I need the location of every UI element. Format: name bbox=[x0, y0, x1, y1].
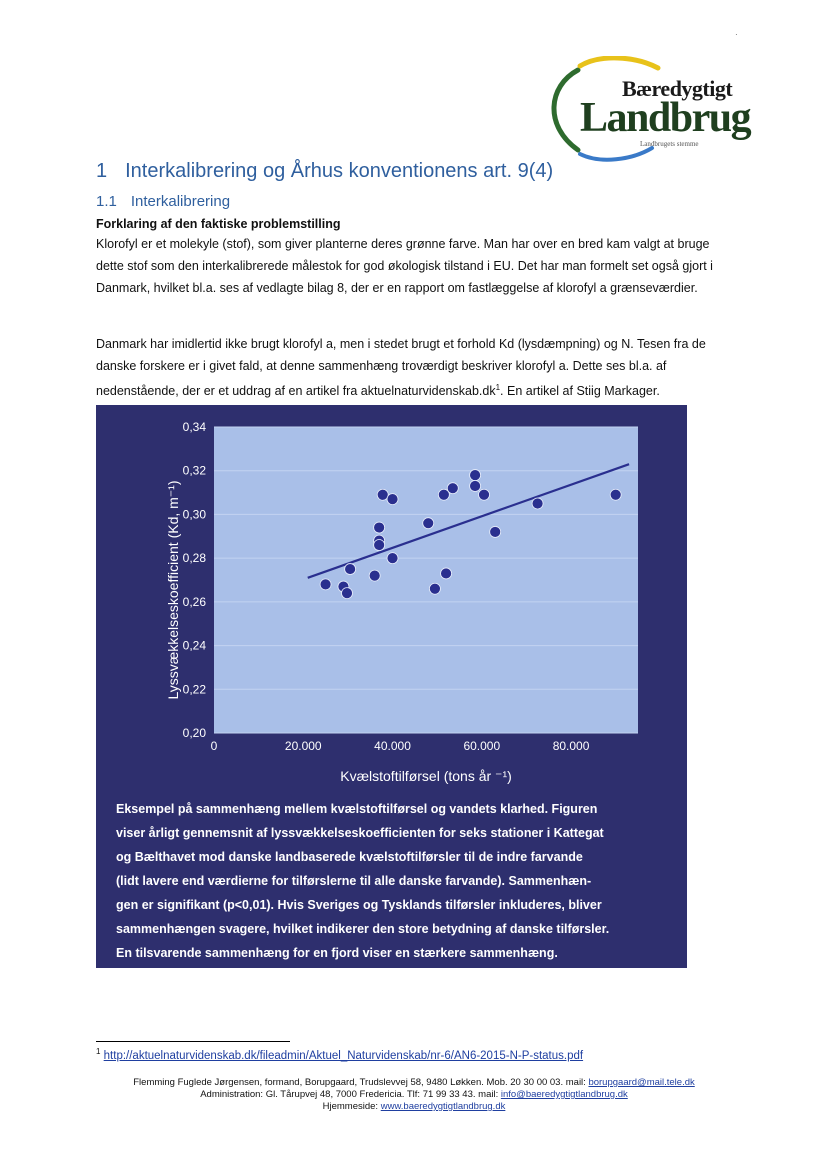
figure-caption bbox=[116, 797, 676, 965]
caption-line: En tilsvarende sammenhæng for en fjord viser en stærkere sammenhæng. bbox=[116, 946, 558, 960]
data-point bbox=[441, 568, 452, 579]
paragraph-2 bbox=[96, 333, 736, 402]
heading-2-number: 1.1 bbox=[96, 193, 117, 210]
footnote-link[interactable]: http://aktuelnaturvidenskab.dk/fileadmin/Aktuel_Naturvidenskab/nr-6/AN6-2015-N-P-status.pdf bbox=[103, 1049, 584, 1062]
data-point bbox=[342, 588, 353, 599]
footer-line-2 bbox=[0, 1089, 828, 1101]
caption-line: og Bælthavet mod danske landbaserede kvælstoftilførsler til de indre farvande bbox=[116, 850, 583, 864]
x-tick-label: 20.000 bbox=[284, 739, 322, 753]
y-tick-label: 0,20 bbox=[182, 726, 206, 740]
logo-text-sub: Landbrugets stemme bbox=[640, 140, 699, 148]
data-point bbox=[387, 494, 398, 505]
y-tick-label: 0,24 bbox=[182, 638, 206, 653]
y-tick-label: 0,22 bbox=[182, 682, 206, 697]
data-point bbox=[369, 570, 380, 581]
y-tick-label: 0,28 bbox=[182, 551, 206, 566]
logo-text-main: Landbrug bbox=[580, 95, 751, 141]
x-tick-label: 0 bbox=[210, 739, 218, 753]
footer-line-2-text: Administration: Gl. Tårupvej 48, 7000 Fredericia. Tlf: 71 99 33 43. mail: bbox=[200, 1089, 501, 1100]
heading-1-number: 1 bbox=[96, 160, 108, 182]
scatter-chart bbox=[96, 405, 687, 790]
heading-1 bbox=[96, 160, 553, 183]
y-tick-label: 0,34 bbox=[182, 420, 206, 434]
footnote-ref[interactable]: 1 bbox=[495, 383, 501, 392]
x-tick-labels bbox=[211, 739, 590, 753]
footer-line-3 bbox=[0, 1101, 828, 1113]
data-point bbox=[470, 470, 481, 481]
paragraph-1: Klorofyl er et molekyle (stof), som giver planterne deres grønne farve. Man har over en bred kam valgt at bruge dette stof som den interkalibrerede målestok for god økologisk tilstand i EU. Det har man formelt set også gjort i Danmark, hvilket bl.a. ses af vedlagte bilag 8, der er en rapport om fastlæggelse af klorofyl a grænseværdier. bbox=[96, 237, 713, 295]
data-point bbox=[374, 540, 385, 551]
data-point bbox=[320, 579, 331, 590]
data-point bbox=[345, 564, 356, 575]
data-point bbox=[447, 483, 458, 494]
x-tick-label: 80.000 bbox=[552, 739, 590, 753]
y-tick-label: 0,26 bbox=[182, 594, 206, 609]
x-tick-label: 60.000 bbox=[463, 739, 501, 753]
heading-2 bbox=[96, 193, 230, 210]
footnote-separator bbox=[96, 1041, 290, 1042]
x-tick-label: 40.000 bbox=[374, 739, 411, 753]
x-axis-label: Kvælstoftilførsel (tons år ⁻¹) bbox=[340, 768, 512, 784]
data-point bbox=[470, 481, 481, 492]
footer-line-1 bbox=[0, 1077, 828, 1089]
subheading: Forklaring af den faktiske problemstilling bbox=[96, 217, 341, 231]
y-tick-label: 0,30 bbox=[182, 507, 206, 522]
footer-line-3-text: Hjemmeside: bbox=[322, 1101, 381, 1112]
caption-line: viser årligt gennemsnit af lyssvækkelseskoefficienten for seks stationer i Kattegat bbox=[116, 826, 604, 840]
logo-text-top: Bæredygtigt bbox=[622, 76, 733, 101]
logo bbox=[540, 56, 751, 162]
footer-email-2[interactable]: info@baeredygtigtlandbrug.dk bbox=[500, 1089, 628, 1100]
footer-email-1[interactable]: borupgaard@mail.tele.dk bbox=[588, 1077, 695, 1088]
caption-line: (lidt lavere end værdierne for tilførslerne til alle danske farvande). Sammenhæn- bbox=[116, 874, 592, 888]
data-point bbox=[490, 526, 501, 537]
caption-line: Eksempel på sammenhæng mellem kvælstoftilførsel og vandets klarhed. Figuren bbox=[116, 802, 598, 816]
footnote bbox=[96, 1047, 583, 1062]
data-point bbox=[387, 553, 398, 564]
plot-area bbox=[214, 427, 638, 733]
data-point bbox=[374, 522, 385, 533]
data-point bbox=[479, 489, 490, 500]
data-point bbox=[532, 498, 543, 509]
paragraph-2-text: Danmark har imidlertid ikke brugt klorofyl a, men i stedet brugt et forhold Kd (lysdæmpning) og N. Tesen fra de danske forskere er i givet fald, at denne sammenhæng troværdigt beskriver klorofyl a. Dette ses bl.a. af nedenstående, der er et uddrag af en artikel fra aktuelnaturvidenskab.dk bbox=[96, 337, 706, 399]
scan-speck: · bbox=[735, 30, 738, 39]
data-point bbox=[429, 583, 440, 594]
heading-2-text: Interkalibrering bbox=[130, 193, 231, 210]
footnote-number: 1 bbox=[96, 1047, 101, 1056]
data-point bbox=[423, 518, 434, 529]
paragraph-2-tail: . En artikel af Stiig Markager. bbox=[500, 384, 660, 399]
footer-website-link[interactable]: www.baeredygtigtlandbrug.dk bbox=[380, 1101, 506, 1112]
y-tick-label: 0,32 bbox=[182, 463, 206, 478]
data-point bbox=[610, 489, 621, 500]
y-tick-labels bbox=[183, 420, 207, 740]
caption-line: sammenhængen svagere, hvilket indikerer den store betydning af danske tilførsler. bbox=[116, 922, 610, 936]
data-point bbox=[377, 489, 388, 500]
footer-line-1-text: Flemming Fuglede Jørgensen, formand, Borupgaard, Trudslevvej 58, 9480 Løkken. Mob. 20 30 00 03. mail: bbox=[133, 1077, 589, 1088]
heading-1-text: Interkalibrering og Århus konventionens art. 9(4) bbox=[125, 160, 554, 182]
caption-line: gen er signifikant (p<0,01). Hvis Sveriges og Tysklands tilførsler inkluderes, bliver bbox=[116, 898, 602, 912]
figure bbox=[96, 405, 687, 968]
y-axis-label: Lyssvækkelseskoefficient (Kd, m⁻¹) bbox=[165, 480, 181, 700]
